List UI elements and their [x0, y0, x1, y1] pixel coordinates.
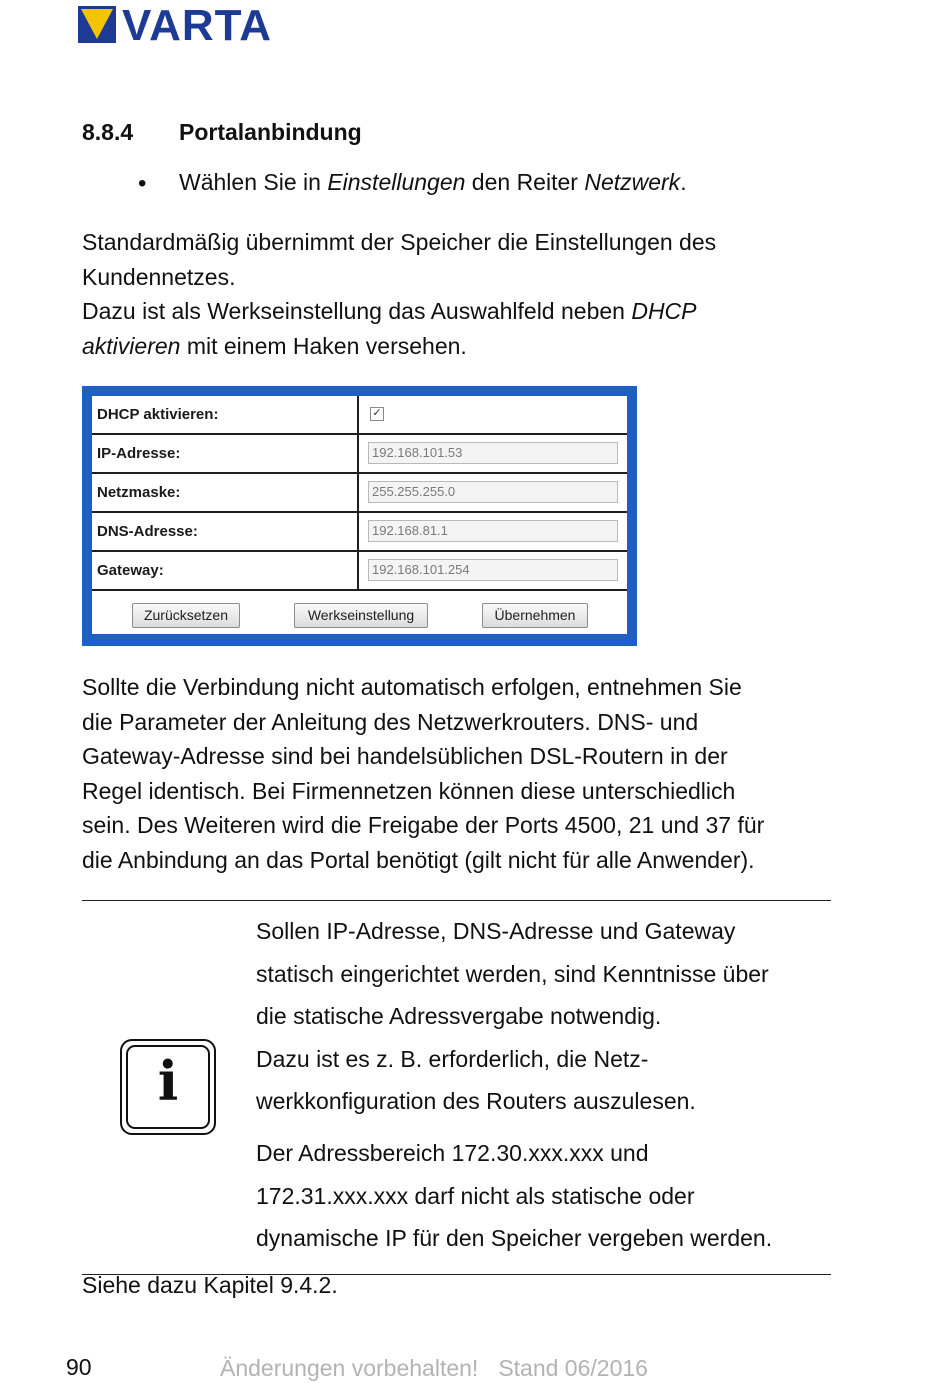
- ip-row: [92, 435, 627, 474]
- info-icon: i: [120, 1039, 216, 1135]
- network-settings-panel: [82, 386, 637, 646]
- dhcp-row: [92, 396, 627, 435]
- section-number: 8.8.4: [82, 119, 134, 145]
- bullet-icon: •: [138, 170, 147, 197]
- dns-address-field[interactable]: 192.168.81.1: [368, 520, 618, 542]
- varta-logo: [78, 1, 318, 50]
- dhcp-label: DHCP aktivieren:: [97, 406, 219, 423]
- info-note-text: Sollen IP-Adresse, DNS-Adresse und Gateway statisch eingerichtet werden, sind Kenntnisse über die statische Adressvergabe notwendig. Dazu ist es z. B. erforderlich, die Netz- werkkonfiguration des Routers auszulesen.: [256, 918, 769, 1115]
- apply-button[interactable]: Übernehmen: [482, 603, 588, 628]
- info-note-address-range: Der Adressbereich 172.30.xxx.xxx und 172.31.xxx.xxx darf nicht als statische oder dynamische IP für den Speicher vergeben werden.: [256, 1140, 773, 1252]
- gateway-field[interactable]: 192.168.101.254: [368, 559, 618, 581]
- dhcp-checkbox[interactable]: ✓: [370, 407, 384, 421]
- varta-logo-mark-icon: [78, 6, 116, 43]
- note-divider-top: [82, 900, 831, 901]
- see-also-reference: Siehe dazu Kapitel 9.4.2.: [82, 1272, 338, 1298]
- netmask-row: [92, 474, 627, 513]
- section-title: Portalanbindung: [179, 119, 362, 145]
- logo-text: VARTA: [122, 1, 273, 50]
- dns-row: [92, 513, 627, 552]
- reset-button[interactable]: Zurücksetzen: [132, 603, 240, 628]
- intro-paragraph: Standardmäßig übernimmt der Speicher die Einstellungen des Kundennetzes. Dazu ist als Werkseinstellung das Auswahlfeld neben DHCP aktivieren mit einem Haken versehen.: [82, 229, 717, 359]
- gateway-label: Gateway:: [97, 562, 164, 579]
- footer-note: Änderungen vorbehalten! Stand 06/2016: [220, 1355, 648, 1381]
- factory-settings-button[interactable]: Werkseinstellung: [294, 603, 428, 628]
- connection-paragraph: Sollte die Verbindung nicht automatisch erfolgen, entnehmen Sie die Parameter der Anleitung des Netzwerkrouters. DNS- und Gateway-Adresse sind bei handelsüblichen DSL-Routern in der Regel identisch. Bei Firmennetzen können diese unterschiedlich sein. Des Weiteren wird die Freigabe der Ports 4500, 21 und 37 für die Anbindung an das Portal benötigt (gilt nicht für alle Anwender).: [82, 674, 765, 873]
- gateway-row: [92, 552, 627, 591]
- ip-address-field[interactable]: 192.168.101.53: [368, 442, 618, 464]
- netmask-field[interactable]: 255.255.255.0: [368, 481, 618, 503]
- ip-label: IP-Adresse:: [97, 445, 181, 462]
- dns-label: DNS-Adresse:: [97, 523, 198, 540]
- bullet-instruction: Wählen Sie in Einstellungen den Reiter Netzwerk.: [179, 169, 687, 195]
- page-number: 90: [66, 1354, 92, 1380]
- netmask-label: Netzmaske:: [97, 484, 181, 501]
